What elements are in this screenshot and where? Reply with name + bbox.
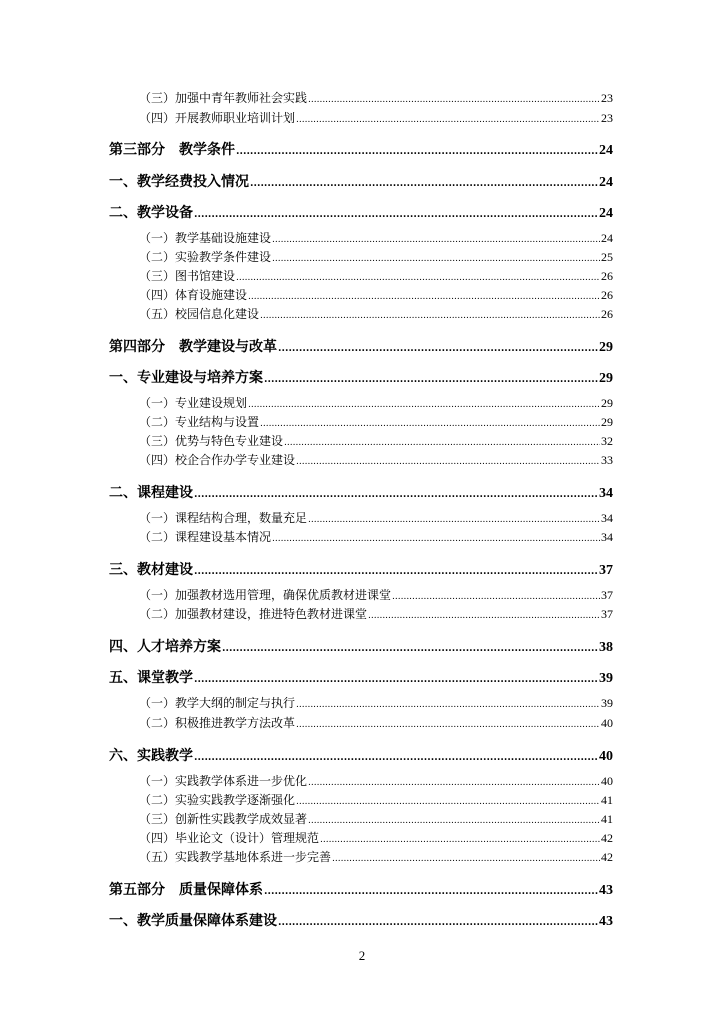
toc-entry[interactable] (139, 714, 613, 731)
toc-leader-dots (320, 835, 600, 845)
toc-entry[interactable] (139, 528, 613, 545)
toc-leader-dots (272, 235, 600, 245)
toc-entry-label: （一）加强教材选用管理，确保优质教材进课堂 (139, 588, 392, 602)
toc-entry-page: 29 (601, 415, 613, 429)
toc-entry[interactable] (139, 267, 613, 284)
toc-entry-label: （五）实践教学基地体系进一步完善 (139, 850, 332, 864)
toc-entry-page: 39 (601, 696, 613, 710)
toc-entry-page: 33 (601, 453, 613, 467)
toc-leader-dots (368, 611, 600, 621)
toc-leader-dots (278, 917, 598, 928)
toc-entry[interactable] (109, 667, 613, 687)
page-number: 2 (358, 948, 366, 963)
toc-leader-dots (194, 209, 598, 220)
toc-entry-page: 40 (601, 774, 613, 788)
toc-leader-dots (332, 854, 600, 864)
toc-entry-label: （二）积极推进教学方法改革 (139, 716, 296, 730)
toc-entry-page: 39 (599, 671, 613, 686)
toc-entry-page: 26 (601, 269, 613, 283)
toc-entry-page: 24 (599, 175, 613, 190)
toc-entry-page: 37 (601, 607, 613, 621)
toc-entry[interactable] (109, 745, 613, 765)
toc-entry-label: （一）课程结构合理，数量充足 (139, 511, 308, 525)
toc-leader-dots (296, 457, 600, 467)
toc-leader-dots (222, 643, 598, 654)
toc-entry-page: 26 (601, 307, 613, 321)
toc-entry-page: 25 (601, 250, 613, 264)
toc-entry[interactable] (139, 605, 613, 622)
toc-entry[interactable] (109, 139, 613, 159)
toc-entry[interactable] (109, 202, 613, 222)
toc-entry-label: （三）图书馆建设 (139, 269, 236, 283)
toc-entry[interactable] (139, 829, 613, 846)
toc-entry-label: 二、课程建设 (109, 485, 193, 501)
toc-entry-label: （四）校企合作办学专业建设 (139, 453, 296, 467)
toc-leader-dots (308, 816, 600, 826)
toc-entry[interactable] (139, 89, 613, 106)
toc-entry-label: （二）专业结构与设置 (139, 415, 260, 429)
toc-entry[interactable] (109, 367, 613, 387)
toc-leader-dots (264, 886, 598, 897)
toc-leader-dots (250, 178, 598, 189)
toc-entry-page: 41 (601, 793, 613, 807)
toc-leader-dots (236, 146, 598, 157)
toc-entry-page: 24 (599, 143, 613, 158)
toc-entry-page: 41 (601, 812, 613, 826)
toc-entry[interactable] (139, 791, 613, 808)
toc-entry-label: 第五部分 质量保障体系 (109, 882, 263, 898)
toc-entry-label: （四）毕业论文（设计）管理规范 (139, 831, 320, 845)
toc-entry[interactable] (139, 451, 613, 468)
toc-leader-dots (278, 343, 598, 354)
toc-entry[interactable] (139, 848, 613, 865)
toc-entry[interactable] (109, 482, 613, 502)
toc-entry-label: （一）专业建设规划 (139, 396, 248, 410)
toc-entry-page: 37 (601, 588, 613, 602)
toc-entry[interactable] (109, 171, 613, 191)
toc-entry-label: （一）实践教学体系进一步优化 (139, 774, 308, 788)
toc-entry-page: 29 (601, 396, 613, 410)
toc-leader-dots (284, 438, 600, 448)
toc-leader-dots (194, 752, 598, 763)
toc-entry-label: 一、教学质量保障体系建设 (109, 913, 277, 929)
toc-entry-label: （四）体育设施建设 (139, 288, 248, 302)
toc-entry[interactable] (109, 559, 613, 579)
toc-entry[interactable] (139, 286, 613, 303)
toc-leader-dots (194, 489, 598, 500)
toc-entry-page: 40 (601, 716, 613, 730)
toc-entry[interactable] (139, 694, 613, 711)
toc-entry-page: 24 (599, 206, 613, 221)
toc-leader-dots (264, 374, 598, 385)
toc-entry[interactable] (109, 879, 613, 899)
toc-entry-page: 38 (599, 640, 613, 655)
toc-entry-page: 24 (601, 231, 613, 245)
toc-entry-page: 32 (601, 434, 613, 448)
toc-leader-dots (236, 273, 600, 283)
toc-entry-label: 第三部分 教学条件 (109, 142, 235, 158)
toc-entry-label: 三、教材建设 (109, 562, 193, 578)
toc-entry-label: （三）优势与特色专业建设 (139, 434, 284, 448)
toc-entry-page: 34 (601, 511, 613, 525)
toc-entry[interactable] (109, 910, 613, 930)
toc-entry[interactable] (139, 509, 613, 526)
toc-entry-label: 二、教学设备 (109, 205, 193, 221)
toc-entry-page: 23 (601, 91, 613, 105)
toc-leader-dots (194, 674, 598, 685)
toc-entry[interactable] (139, 586, 613, 603)
toc-leader-dots (308, 515, 600, 525)
toc-entry[interactable] (139, 772, 613, 789)
toc-leader-dots (248, 400, 600, 410)
toc-entry[interactable] (139, 432, 613, 449)
toc-leader-dots (296, 115, 600, 125)
toc-leader-dots (296, 720, 600, 730)
toc-entry[interactable] (139, 305, 613, 322)
toc-leader-dots (194, 566, 598, 577)
toc-entry-page: 26 (601, 288, 613, 302)
toc-entry[interactable] (139, 248, 613, 265)
toc-entry[interactable] (139, 109, 613, 126)
toc-entry-label: （四）开展教师职业培训计划 (139, 111, 296, 125)
toc-entry-page: 40 (599, 749, 613, 764)
toc-entry[interactable] (139, 394, 613, 411)
toc-entry[interactable] (139, 413, 613, 430)
toc-entry-page: 34 (599, 486, 613, 501)
toc-entry-label: （三）加强中青年教师社会实践 (139, 91, 308, 105)
toc-entry-label: （二）实验实践教学逐渐强化 (139, 793, 296, 807)
toc-entry-label: 五、课堂教学 (109, 670, 193, 686)
toc-entry[interactable] (139, 229, 613, 246)
toc-entry[interactable] (109, 336, 613, 356)
toc-leader-dots (296, 700, 600, 710)
toc-entry-label: 第四部分 教学建设与改革 (109, 339, 277, 355)
toc-entry-page: 42 (601, 831, 613, 845)
toc-leader-dots (260, 311, 600, 321)
toc-entry-page: 23 (601, 111, 613, 125)
toc-leader-dots (272, 534, 600, 544)
toc-entry-label: （三）创新性实践教学成效显著 (139, 812, 308, 826)
toc-entry-page: 42 (601, 850, 613, 864)
toc-entry-page: 37 (599, 563, 613, 578)
toc-entry-label: 四、人才培养方案 (109, 639, 221, 655)
toc-leader-dots (308, 778, 600, 788)
toc-entry[interactable] (109, 636, 613, 656)
toc-entry-label: 一、教学经费投入情况 (109, 174, 249, 190)
toc-entry-page: 34 (601, 530, 613, 544)
toc-entry-page: 29 (599, 371, 613, 386)
toc-entry-page: 43 (599, 914, 613, 929)
toc-entry-label: （二）实验教学条件建设 (139, 250, 272, 264)
toc-entry-label: （五）校园信息化建设 (139, 307, 260, 321)
toc-entry-label: 六、实践教学 (109, 748, 193, 764)
toc-leader-dots (248, 292, 600, 302)
toc-entry-label: （二）加强教材建设，推进特色教材进课堂 (139, 607, 368, 621)
toc-leader-dots (392, 592, 600, 602)
toc-entry-page: 29 (599, 340, 613, 355)
toc-entry-label: 一、专业建设与培养方案 (109, 370, 263, 386)
toc-leader-dots (296, 797, 600, 807)
toc-entry-label: （二）课程建设基本情况 (139, 530, 272, 544)
toc-leader-dots (260, 419, 600, 429)
toc-entry[interactable] (139, 810, 613, 827)
toc-entry-label: （一）教学大纲的制定与执行 (139, 696, 296, 710)
toc-leader-dots (308, 95, 600, 105)
toc-entry-page: 43 (599, 883, 613, 898)
toc-entry-label: （一）教学基础设施建设 (139, 231, 272, 245)
toc-leader-dots (272, 254, 600, 264)
